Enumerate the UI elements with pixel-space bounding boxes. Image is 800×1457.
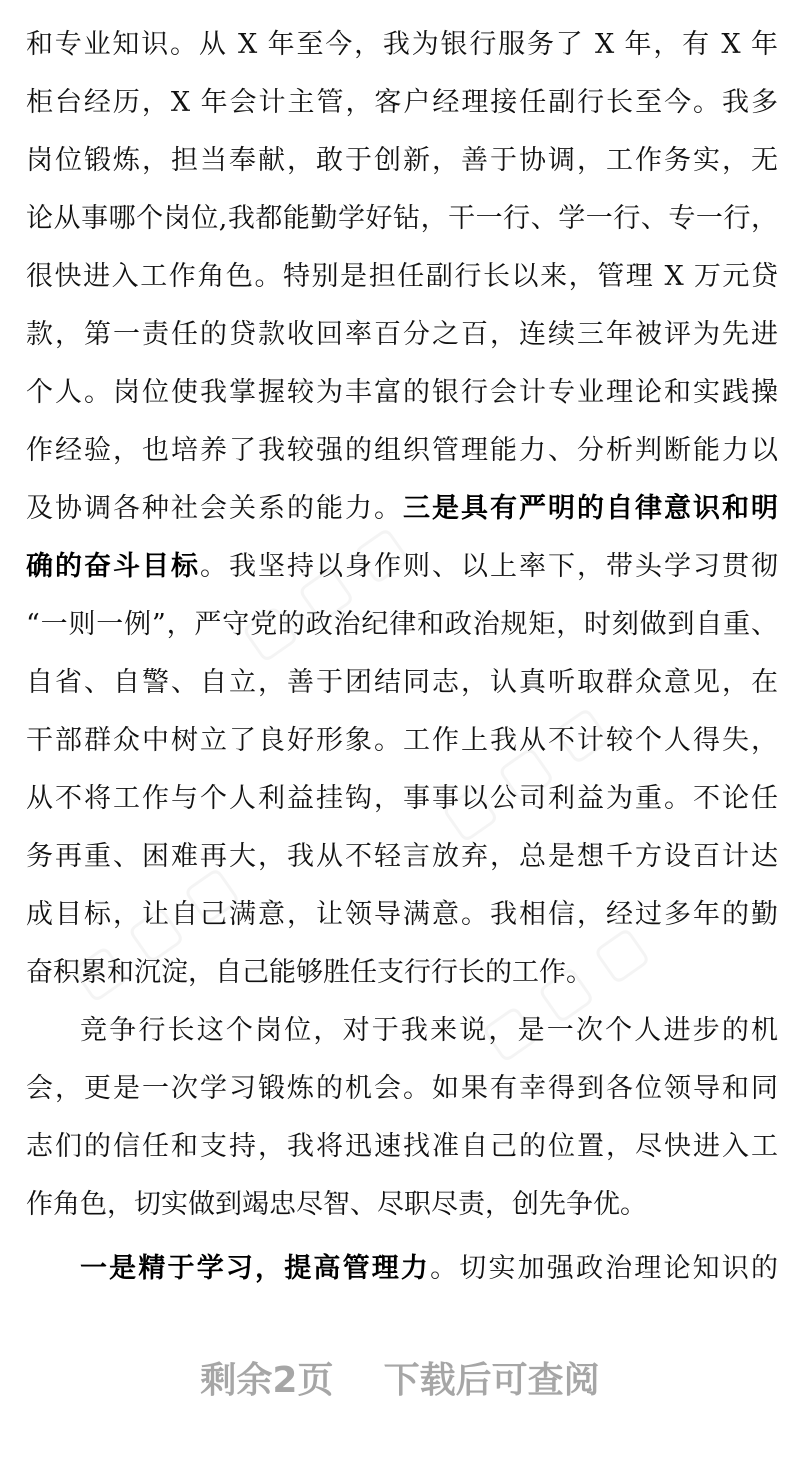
- bold-heading: 一是精于学习，提高管理力: [80, 1253, 431, 1284]
- text-line: 成目标，让自己满意，让领导满意。我相信，经过多年的勤: [26, 899, 778, 930]
- text-line: 岗位锻炼，担当奉献，敢于创新，善于协调，工作务实，无: [26, 145, 778, 176]
- bold-heading: 确的奋斗目标: [26, 551, 200, 582]
- download-prompt[interactable]: [0, 1352, 800, 1403]
- text-line: 志们的信任和支持，我将迅速找准自己的位置，尽快进入工: [26, 1131, 778, 1162]
- text-line: 务再重、困难再大，我从不轻言放弃，总是想千方设百计达: [26, 841, 778, 872]
- text-segment: 及协调各种社会关系的能力。: [26, 493, 403, 524]
- text-line: 作角色，切实做到竭忠尽智、尽职尽责，创先争优。: [26, 1189, 647, 1220]
- text-line: [26, 1240, 778, 1298]
- text-line: 作经验，也培养了我较强的组织管理能力、分析判断能力以: [26, 435, 778, 466]
- text-line: 奋积累和沉淀，自己能够胜任支行行长的工作。: [26, 957, 593, 988]
- download-to-view-label: 下载后可查阅: [383, 1360, 600, 1401]
- text-line: 很快进入工作角色。特别是担任副行长以来，管理 X 万元贷: [26, 261, 778, 292]
- text-segment: 。我坚持以身作则、以上率下，带头学习贯彻: [200, 551, 778, 582]
- bold-heading: 三是具有严明的自律意识和明: [403, 493, 778, 524]
- remaining-pages-label: 剩余2页: [200, 1360, 334, 1401]
- text-segment: 。切实加强政治理论知识的: [430, 1253, 778, 1284]
- text-line: 论从事哪个岗位,我都能勤学好钻，干一行、学一行、专一行，: [26, 203, 778, 234]
- text-line: “一则一例”，严守党的政治纪律和政治规矩，时刻做到自重、: [26, 609, 778, 640]
- text-line: 从不将工作与个人利益挂钩，事事以公司利益为重。不论任: [26, 783, 778, 814]
- text-line: [26, 538, 778, 596]
- text-line: 会，更是一次学习锻炼的机会。如果有幸得到各位领导和同: [26, 1073, 778, 1104]
- text-line: 和专业知识。从 X 年至今，我为银行服务了 X 年，有 X 年: [26, 29, 778, 60]
- text-line: 柜台经历，X 年会计主管，客户经理接任副行长至今。我多: [26, 87, 778, 118]
- text-line: 竞争行长这个岗位，对于我来说，是一次个人进步的机: [80, 1015, 778, 1046]
- text-line: 自省、自警、自立，善于团结同志，认真听取群众意见，在: [26, 667, 778, 698]
- text-line: 干部群众中树立了良好形象。工作上我从不计较个人得失，: [26, 725, 778, 756]
- text-line: [26, 480, 778, 538]
- text-line: 款，第一责任的贷款收回率百分之百，连续三年被评为先进: [26, 319, 778, 350]
- text-line: 个人。岗位使我掌握较为丰富的银行会计专业理论和实践操: [26, 377, 778, 408]
- document-body: [26, 16, 778, 1298]
